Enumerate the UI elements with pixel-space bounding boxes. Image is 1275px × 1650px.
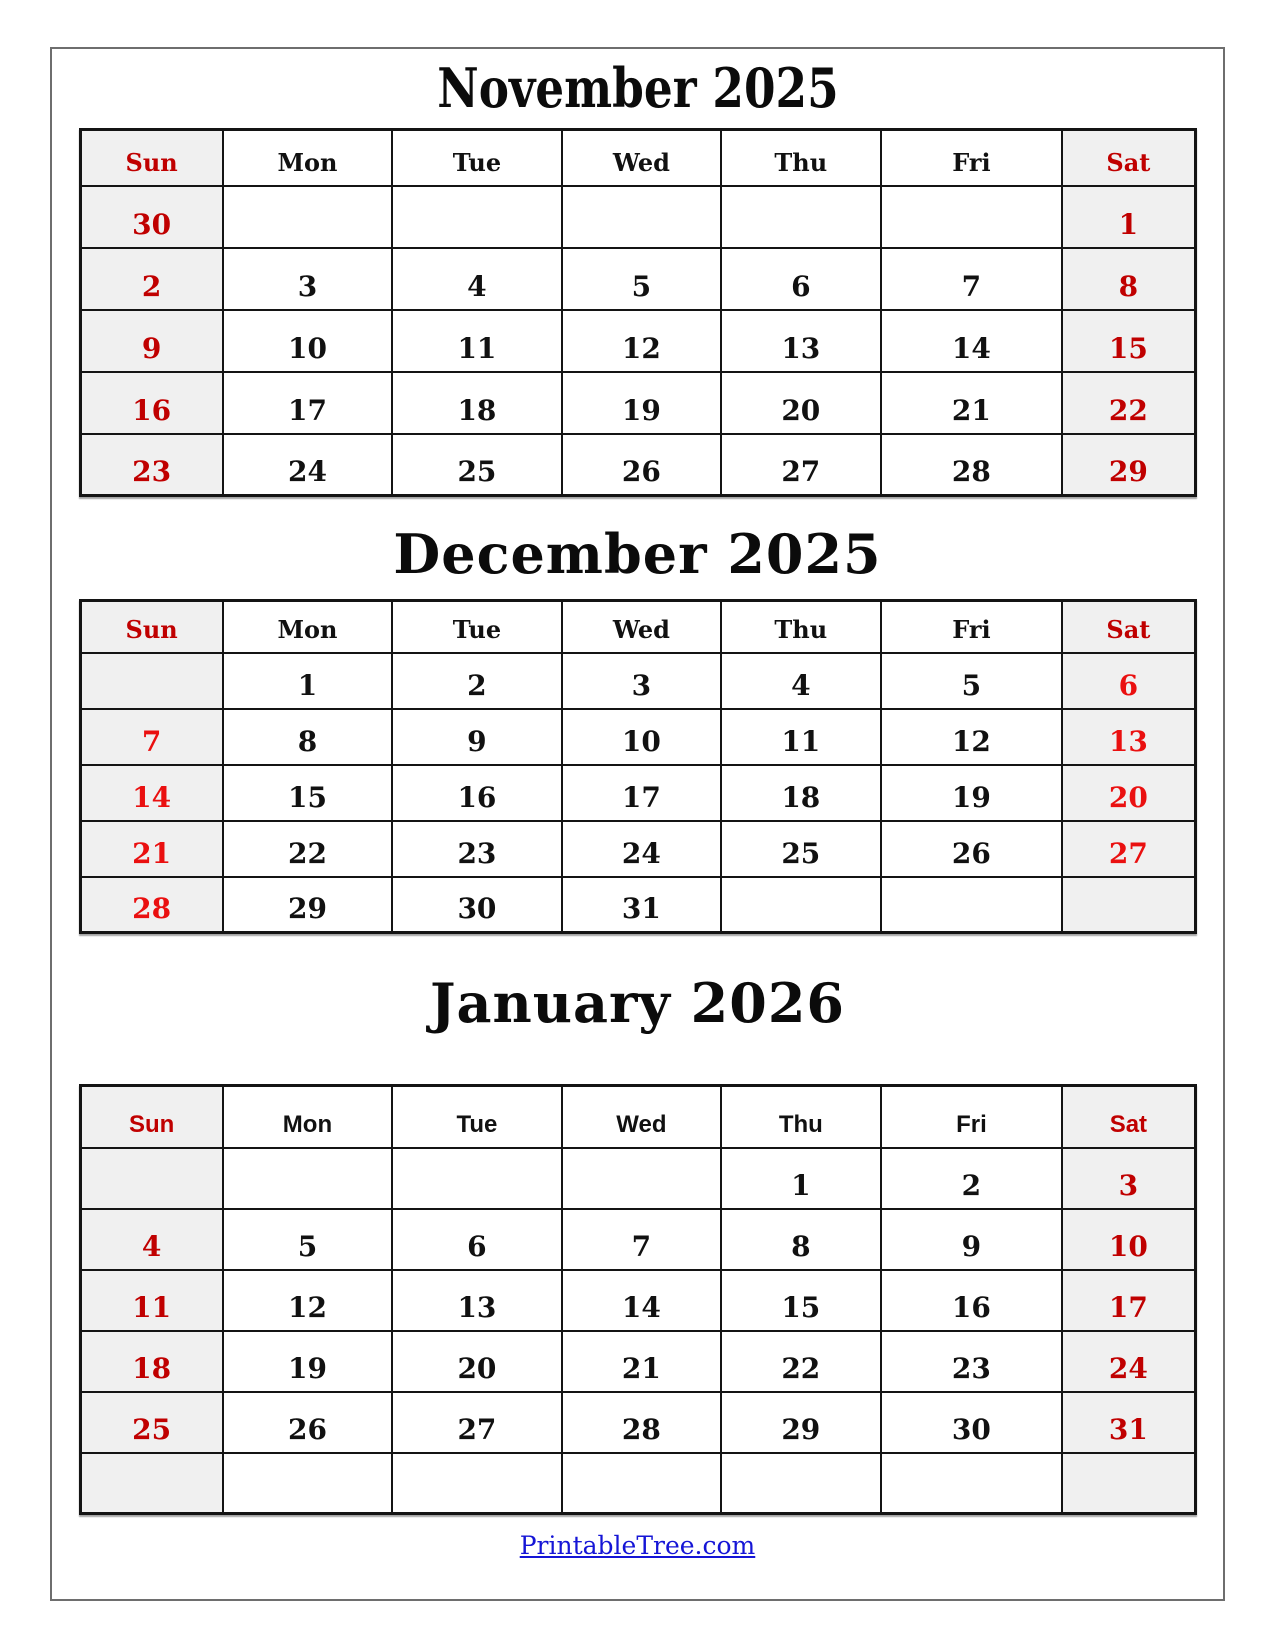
footer <box>52 1531 1223 1560</box>
day-cell <box>881 186 1063 248</box>
week-row <box>80 821 1195 877</box>
week-row <box>80 1331 1195 1392</box>
day-cell: 6 <box>392 1209 561 1270</box>
day-cell: 8 <box>721 1209 880 1270</box>
day-cell <box>721 877 880 933</box>
day-cell: 17 <box>562 765 721 821</box>
calendar-table-december <box>79 599 1197 934</box>
week-row <box>80 248 1195 310</box>
weekday-header-wed: Wed <box>562 1086 721 1148</box>
day-cell: 15 <box>1062 310 1195 372</box>
day-cell: 26 <box>223 1392 392 1453</box>
day-cell: 25 <box>80 1392 223 1453</box>
day-cell: 29 <box>223 877 392 933</box>
weekday-header-sun: Sun <box>80 1086 223 1148</box>
day-cell <box>721 1453 880 1514</box>
weekday-header-row <box>80 130 1195 186</box>
day-cell: 24 <box>562 821 721 877</box>
day-cell: 30 <box>80 186 223 248</box>
day-cell: 12 <box>223 1270 392 1331</box>
day-cell: 23 <box>392 821 561 877</box>
month-title <box>52 972 1223 1034</box>
day-cell: 23 <box>881 1331 1063 1392</box>
day-cell: 21 <box>562 1331 721 1392</box>
weekday-header-mon: Mon <box>223 1086 392 1148</box>
month-title-text: January 2026 <box>430 971 845 1036</box>
page-border <box>50 47 1225 1601</box>
day-cell: 14 <box>80 765 223 821</box>
day-cell: 5 <box>562 248 721 310</box>
day-cell: 15 <box>223 765 392 821</box>
day-cell <box>562 1453 721 1514</box>
week-row <box>80 434 1195 496</box>
day-cell <box>223 1148 392 1209</box>
day-cell: 11 <box>80 1270 223 1331</box>
month-title <box>52 523 1223 585</box>
weekday-header-thu: Thu <box>721 1086 880 1148</box>
day-cell: 6 <box>1062 653 1195 709</box>
weekday-header-fri: Fri <box>881 1086 1063 1148</box>
weekday-header-thu: Thu <box>721 601 880 653</box>
day-cell: 29 <box>721 1392 880 1453</box>
weekday-header-mon: Mon <box>223 601 392 653</box>
day-cell: 28 <box>80 877 223 933</box>
day-cell: 6 <box>721 248 880 310</box>
day-cell <box>721 186 880 248</box>
weekday-header-sat: Sat <box>1062 1086 1195 1148</box>
day-cell: 26 <box>881 821 1063 877</box>
weekday-header-thu: Thu <box>721 130 880 186</box>
day-cell: 13 <box>721 310 880 372</box>
day-cell <box>223 1453 392 1514</box>
calendar-table-january <box>79 1084 1197 1515</box>
day-cell: 1 <box>721 1148 880 1209</box>
weekday-header-row <box>80 601 1195 653</box>
day-cell: 28 <box>881 434 1063 496</box>
day-cell: 24 <box>223 434 392 496</box>
weekday-header-wed: Wed <box>562 601 721 653</box>
day-cell <box>392 1148 561 1209</box>
day-cell: 27 <box>392 1392 561 1453</box>
day-cell: 26 <box>562 434 721 496</box>
day-cell: 23 <box>80 434 223 496</box>
day-cell: 8 <box>1062 248 1195 310</box>
weekday-header-fri: Fri <box>881 130 1063 186</box>
day-cell: 16 <box>881 1270 1063 1331</box>
day-cell: 7 <box>80 709 223 765</box>
day-cell: 30 <box>881 1392 1063 1453</box>
day-cell: 12 <box>562 310 721 372</box>
day-cell: 4 <box>392 248 561 310</box>
day-cell: 12 <box>881 709 1063 765</box>
day-cell: 2 <box>881 1148 1063 1209</box>
week-row <box>80 1209 1195 1270</box>
month-december-2025 <box>52 523 1223 934</box>
day-cell: 27 <box>1062 821 1195 877</box>
day-cell: 22 <box>721 1331 880 1392</box>
day-cell: 30 <box>392 877 561 933</box>
day-cell: 18 <box>392 372 561 434</box>
day-cell: 10 <box>562 709 721 765</box>
weekday-header-sun: Sun <box>80 601 223 653</box>
day-cell: 20 <box>1062 765 1195 821</box>
weekday-header-fri: Fri <box>881 601 1063 653</box>
day-cell: 31 <box>1062 1392 1195 1453</box>
day-cell: 18 <box>80 1331 223 1392</box>
week-row <box>80 1453 1195 1514</box>
day-cell <box>1062 877 1195 933</box>
day-cell: 2 <box>392 653 561 709</box>
day-cell: 5 <box>223 1209 392 1270</box>
month-november-2025 <box>52 57 1223 497</box>
day-cell: 10 <box>223 310 392 372</box>
week-row <box>80 765 1195 821</box>
day-cell: 20 <box>392 1331 561 1392</box>
day-cell: 19 <box>223 1331 392 1392</box>
week-row <box>80 1270 1195 1331</box>
day-cell: 21 <box>881 372 1063 434</box>
day-cell: 11 <box>392 310 561 372</box>
day-cell: 25 <box>721 821 880 877</box>
week-row <box>80 709 1195 765</box>
day-cell: 4 <box>721 653 880 709</box>
calendar-table-november <box>79 128 1197 497</box>
month-title <box>52 57 1223 119</box>
day-cell <box>80 653 223 709</box>
day-cell: 16 <box>80 372 223 434</box>
weekday-header-sat: Sat <box>1062 601 1195 653</box>
day-cell: 17 <box>223 372 392 434</box>
day-cell <box>562 186 721 248</box>
day-cell: 19 <box>562 372 721 434</box>
week-row <box>80 653 1195 709</box>
weekday-header-wed: Wed <box>562 130 721 186</box>
day-cell <box>1062 1453 1195 1514</box>
day-cell: 3 <box>562 653 721 709</box>
day-cell: 31 <box>562 877 721 933</box>
month-january-2026 <box>52 972 1223 1515</box>
day-cell: 9 <box>80 310 223 372</box>
day-cell: 20 <box>721 372 880 434</box>
footer-link[interactable]: PrintableTree.com <box>519 1531 756 1561</box>
month-title-text: December 2025 <box>393 522 882 587</box>
day-cell: 27 <box>721 434 880 496</box>
day-cell: 13 <box>1062 709 1195 765</box>
day-cell <box>392 1453 561 1514</box>
week-row <box>80 1148 1195 1209</box>
day-cell: 14 <box>881 310 1063 372</box>
day-cell: 24 <box>1062 1331 1195 1392</box>
day-cell: 4 <box>80 1209 223 1270</box>
day-cell: 10 <box>1062 1209 1195 1270</box>
weekday-header-tue: Tue <box>392 1086 561 1148</box>
day-cell: 13 <box>392 1270 561 1331</box>
day-cell <box>881 1453 1063 1514</box>
day-cell: 9 <box>392 709 561 765</box>
day-cell <box>80 1148 223 1209</box>
day-cell: 21 <box>80 821 223 877</box>
day-cell: 5 <box>881 653 1063 709</box>
day-cell: 14 <box>562 1270 721 1331</box>
week-row <box>80 372 1195 434</box>
month-title-text: November 2025 <box>436 56 839 120</box>
day-cell: 22 <box>223 821 392 877</box>
day-cell: 7 <box>881 248 1063 310</box>
week-row <box>80 877 1195 933</box>
day-cell: 28 <box>562 1392 721 1453</box>
day-cell: 3 <box>223 248 392 310</box>
weekday-header-sun: Sun <box>80 130 223 186</box>
weekday-header-sat: Sat <box>1062 130 1195 186</box>
week-row <box>80 1392 1195 1453</box>
day-cell: 2 <box>80 248 223 310</box>
weekday-header-mon: Mon <box>223 130 392 186</box>
day-cell <box>80 1453 223 1514</box>
week-row <box>80 310 1195 372</box>
day-cell: 9 <box>881 1209 1063 1270</box>
week-row <box>80 186 1195 248</box>
day-cell: 8 <box>223 709 392 765</box>
weekday-header-row <box>80 1086 1195 1148</box>
day-cell: 1 <box>1062 186 1195 248</box>
weekday-header-tue: Tue <box>392 130 561 186</box>
weekday-header-tue: Tue <box>392 601 561 653</box>
day-cell <box>881 877 1063 933</box>
day-cell: 17 <box>1062 1270 1195 1331</box>
day-cell: 19 <box>881 765 1063 821</box>
day-cell: 3 <box>1062 1148 1195 1209</box>
day-cell: 29 <box>1062 434 1195 496</box>
day-cell: 25 <box>392 434 561 496</box>
day-cell: 22 <box>1062 372 1195 434</box>
day-cell: 16 <box>392 765 561 821</box>
day-cell: 11 <box>721 709 880 765</box>
day-cell <box>392 186 561 248</box>
day-cell: 7 <box>562 1209 721 1270</box>
day-cell: 15 <box>721 1270 880 1331</box>
day-cell <box>223 186 392 248</box>
day-cell: 18 <box>721 765 880 821</box>
day-cell: 1 <box>223 653 392 709</box>
day-cell <box>562 1148 721 1209</box>
